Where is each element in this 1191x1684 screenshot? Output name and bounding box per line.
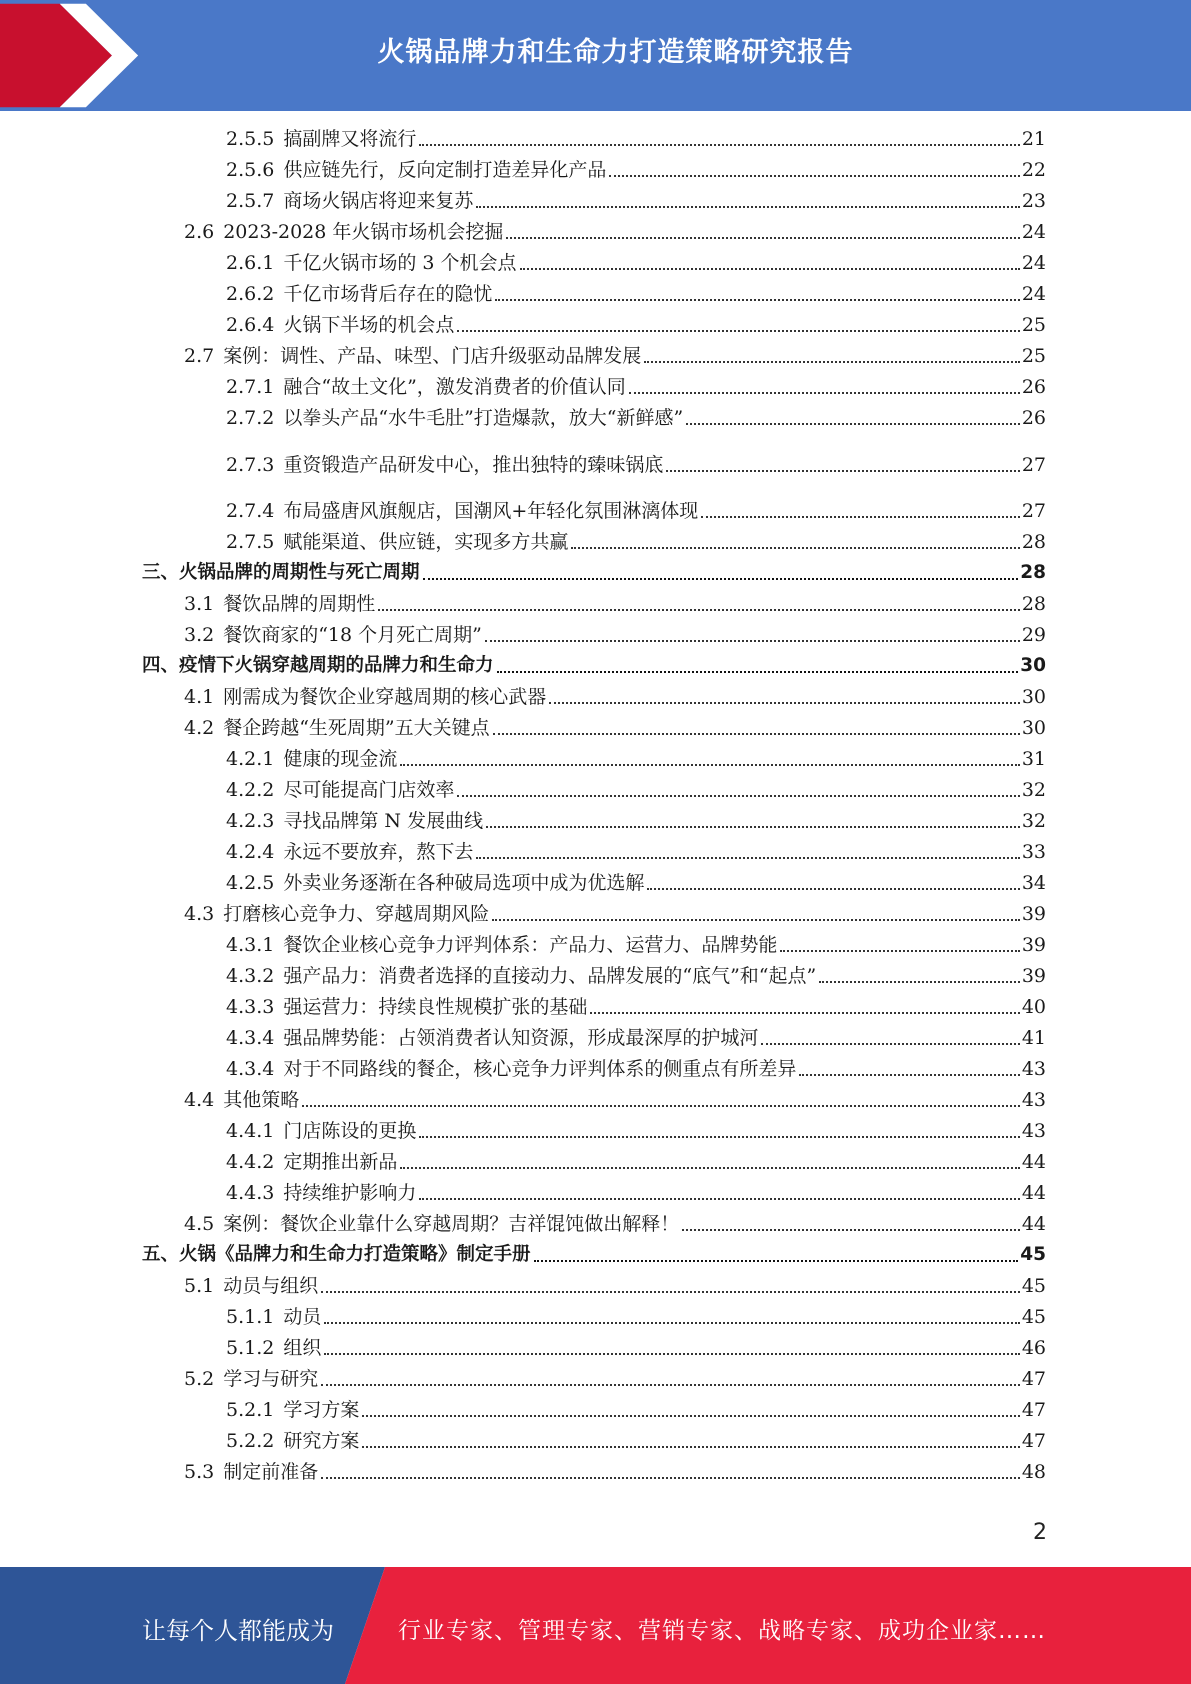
toc-entry-page: 32	[1021, 779, 1046, 801]
toc-dot-leader	[590, 1012, 1019, 1014]
toc-dot-leader	[457, 795, 1019, 797]
toc-entry-title: 动员与组织	[223, 1275, 319, 1297]
toc-entry-page: 30	[1021, 686, 1046, 708]
toc-entry-number: 4.1	[184, 686, 215, 708]
toc-dot-leader	[419, 1198, 1019, 1200]
page-header	[0, 0, 1191, 111]
toc-dot-leader	[761, 1043, 1019, 1045]
toc-entry-page: 43	[1021, 1089, 1046, 1111]
toc-entry-page: 44	[1021, 1151, 1046, 1173]
toc-dot-leader	[321, 1291, 1020, 1293]
toc-entry[interactable]	[226, 870, 1046, 896]
toc-entry-title: 其他策略	[223, 1089, 300, 1111]
toc-dot-leader	[400, 764, 1019, 766]
toc-entry-title: 千亿火锅市场的 3 个机会点	[283, 252, 517, 274]
toc-entry-title: 制定前准备	[223, 1461, 319, 1483]
toc-entry[interactable]	[226, 498, 1046, 524]
toc-entry-number: 5.1	[184, 1275, 215, 1297]
toc-entry-page: 25	[1021, 345, 1046, 367]
toc-entry-number: 4.4	[184, 1089, 215, 1111]
toc-entry-title: 餐企跨越“生死周期”五大关键点	[223, 717, 490, 739]
toc-entry-title: 健康的现金流	[283, 748, 398, 770]
toc-entry-page: 43	[1021, 1058, 1046, 1080]
toc-entry-number: 5.2	[184, 1368, 215, 1390]
toc-entry-number: 2.6.2	[226, 283, 275, 305]
toc-entry[interactable]	[184, 622, 1046, 648]
toc-entry-page: 29	[1021, 624, 1046, 646]
toc-entry-title: 重资锻造产品研发中心，推出独特的臻味锅底	[283, 454, 664, 476]
toc-entry[interactable]	[226, 405, 1046, 431]
toc-entry[interactable]	[226, 281, 1046, 307]
toc-entry-number: 4.2	[184, 717, 215, 739]
toc-entry[interactable]	[226, 1428, 1046, 1454]
toc-dot-leader	[419, 1136, 1019, 1138]
toc-entry-number: 4.2.1	[226, 748, 275, 770]
toc-dot-leader	[609, 175, 1019, 177]
toc-entry-number: 4.3.4	[226, 1027, 275, 1049]
toc-entry-page: 41	[1021, 1027, 1046, 1049]
footer-slogan-right: 行业专家、管理专家、营销专家、战略专家、成功企业家……	[398, 1618, 1046, 1644]
toc-entry-number: 4.3.2	[226, 965, 275, 987]
toc-entry-page: 22	[1021, 159, 1046, 181]
toc-dot-leader	[549, 702, 1020, 704]
toc-entry-title: 门店陈设的更换	[283, 1120, 417, 1142]
toc-dot-leader	[686, 423, 1020, 425]
toc-entry-page: 39	[1021, 934, 1046, 956]
toc-entry[interactable]	[226, 312, 1046, 338]
toc-dot-leader	[520, 268, 1020, 270]
toc-dot-leader	[485, 640, 1020, 642]
toc-entry-page: 47	[1021, 1399, 1046, 1421]
toc-dot-leader	[324, 1353, 1019, 1355]
toc-dot-leader	[324, 1322, 1019, 1324]
toc-entry-page: 24	[1021, 252, 1046, 274]
toc-entry-title: 餐饮企业核心竞争力评判体系：产品力、运营力、品牌势能	[283, 934, 778, 956]
toc-entry-number: 2.6.4	[226, 314, 275, 336]
toc-dot-leader	[629, 392, 1020, 394]
toc-entry-page: 28	[1020, 562, 1046, 583]
toc-entry-page: 40	[1021, 996, 1046, 1018]
toc-dot-leader	[819, 981, 1020, 983]
toc-entry[interactable]	[226, 1118, 1046, 1144]
toc-entry[interactable]	[226, 932, 1046, 958]
toc-entry-page: 25	[1021, 314, 1046, 336]
toc-entry-title: 寻找品牌第 N 发展曲线	[283, 810, 484, 832]
toc-entry-title: 打磨核心竞争力、穿越周期风险	[223, 903, 490, 925]
toc-dot-leader	[780, 950, 1019, 952]
toc-entry-title: 三、火锅品牌的周期性与死亡周期	[142, 562, 420, 583]
toc-entry-title: 外卖业务逐渐在各种破局选项中成为优选解	[283, 872, 645, 894]
toc-entry-number: 5.3	[184, 1461, 215, 1483]
toc-entry-title: 融合“故土文化”，激发消费者的价值认同	[283, 376, 626, 398]
toc-dot-leader	[362, 1415, 1019, 1417]
toc-entry-number: 4.4.1	[226, 1120, 275, 1142]
toc-entry-title: 赋能渠道、供应链，实现多方共赢	[283, 531, 569, 553]
toc-entry[interactable]	[226, 250, 1046, 276]
toc-entry-number: 4.4.3	[226, 1182, 275, 1204]
toc-dot-leader	[321, 1384, 1020, 1386]
toc-dot-leader	[534, 1260, 1019, 1262]
toc-entry-number: 4.4.2	[226, 1151, 275, 1173]
toc-dot-leader	[492, 919, 1020, 921]
toc-entry[interactable]	[184, 219, 1046, 245]
toc-entry-title: 2023-2028 年火锅市场机会挖掘	[223, 221, 504, 243]
toc-dot-leader	[682, 1229, 1020, 1231]
toc-entry-title: 持续维护影响力	[283, 1182, 417, 1204]
toc-entry-title: 强产品力：消费者选择的直接动力、品牌发展的“底气”和“起点”	[283, 965, 817, 987]
toc-entry-number: 5.2.2	[226, 1430, 275, 1452]
toc-entry-title: 强运营力：持续良性规模扩张的基础	[283, 996, 588, 1018]
toc-entry-title: 供应链先行，反向定制打造差异化产品	[283, 159, 607, 181]
toc-entry[interactable]	[226, 1025, 1046, 1051]
toc-entry[interactable]	[226, 808, 1046, 834]
toc-entry-title: 强品牌势能：占领消费者认知资源，形成最深厚的护城河	[283, 1027, 759, 1049]
toc-entry-page: 43	[1021, 1120, 1046, 1142]
toc-entry-number: 5.2.1	[226, 1399, 275, 1421]
toc-entry-page: 45	[1021, 1306, 1046, 1328]
toc-entry-title: 搞副牌又将流行	[283, 128, 417, 150]
toc-dot-leader	[378, 609, 1020, 611]
toc-entry-page: 45	[1021, 1275, 1046, 1297]
toc-dot-leader	[666, 470, 1019, 472]
toc-entry[interactable]	[184, 684, 1046, 710]
toc-entry-title: 商场火锅店将迎来复苏	[283, 190, 474, 212]
toc-entry-number: 4.3.1	[226, 934, 275, 956]
toc-entry-number: 2.7.1	[226, 376, 275, 398]
toc-entry-number: 4.3	[184, 903, 215, 925]
toc-entry-page: 28	[1021, 531, 1046, 553]
toc-entry[interactable]	[142, 653, 1046, 679]
toc-entry-page: 44	[1021, 1213, 1046, 1235]
toc-entry-number: 4.3.3	[226, 996, 275, 1018]
toc-entry-page: 31	[1021, 748, 1046, 770]
toc-entry-page: 47	[1021, 1430, 1046, 1452]
toc-entry-page: 23	[1021, 190, 1046, 212]
toc-dot-leader	[457, 330, 1019, 332]
toc-entry-title: 定期推出新品	[283, 1151, 398, 1173]
toc-entry-title: 四、疫情下火锅穿越周期的品牌力和生命力	[142, 655, 494, 676]
toc-entry-page: 44	[1021, 1182, 1046, 1204]
toc-dot-leader	[419, 144, 1019, 146]
toc-entry[interactable]	[226, 188, 1046, 214]
toc-entry-page: 48	[1021, 1461, 1046, 1483]
report-title: 火锅品牌力和生命力打造策略研究报告	[377, 37, 854, 68]
toc-entry-title: 对于不同路线的餐企，核心竞争力评判体系的侧重点有所差异	[283, 1058, 797, 1080]
toc-entry-page: 27	[1021, 500, 1046, 522]
toc-entry[interactable]	[184, 901, 1046, 927]
toc-entry[interactable]	[226, 746, 1046, 772]
toc-entry-number: 2.5.7	[226, 190, 275, 212]
page-footer	[0, 1567, 1191, 1684]
toc-entry[interactable]	[226, 1397, 1046, 1423]
toc-dot-leader	[644, 361, 1020, 363]
toc-entry-title: 布局盛唐风旗舰店，国潮风+年轻化氛围淋漓体现	[283, 500, 699, 522]
toc-entry[interactable]	[226, 1056, 1046, 1082]
toc-entry-number: 3.2	[184, 624, 215, 646]
toc-entry[interactable]	[226, 1335, 1046, 1361]
toc-entry-page: 32	[1021, 810, 1046, 832]
toc-entry[interactable]	[184, 1211, 1046, 1237]
toc-entry-title: 案例：调性、产品、味型、门店升级驱动品牌发展	[223, 345, 642, 367]
toc-entry-title: 餐饮品牌的周期性	[223, 593, 376, 615]
toc-entry-title: 五、火锅《品牌力和生命力打造策略》制定手册	[142, 1244, 531, 1265]
toc-entry-number: 2.7	[184, 345, 215, 367]
toc-entry-number: 5.1.2	[226, 1337, 275, 1359]
toc-entry[interactable]	[142, 1242, 1046, 1268]
toc-dot-leader	[493, 733, 1020, 735]
toc-entry-number: 2.6.1	[226, 252, 275, 274]
toc-entry-page: 30	[1020, 655, 1046, 676]
toc-entry-title: 动员	[283, 1306, 322, 1328]
toc-entry-number: 4.5	[184, 1213, 215, 1235]
toc-entry-title: 刚需成为餐饮企业穿越周期的核心武器	[223, 686, 547, 708]
toc-entry-title: 学习与研究	[223, 1368, 319, 1390]
toc-entry-title: 尽可能提高门店效率	[283, 779, 455, 801]
footer-slogan-left: 让每个人都能成为	[142, 1617, 334, 1645]
toc-entry-title: 案例：餐饮企业靠什么穿越周期？吉祥馄饨做出解释！	[223, 1213, 680, 1235]
toc-entry-title: 以拳头产品“水牛毛肚”打造爆款，放大“新鲜感”	[283, 407, 684, 429]
toc-entry-page: 47	[1021, 1368, 1046, 1390]
page-number: 2	[1033, 1520, 1047, 1545]
toc-entry-page: 46	[1021, 1337, 1046, 1359]
toc-entry[interactable]	[226, 994, 1046, 1020]
toc-entry-title: 学习方案	[283, 1399, 360, 1421]
toc-entry[interactable]	[142, 560, 1046, 586]
toc-entry-number: 2.5.6	[226, 159, 275, 181]
toc-entry-page: 39	[1021, 903, 1046, 925]
toc-entry[interactable]	[226, 452, 1046, 478]
toc-entry[interactable]	[226, 1180, 1046, 1206]
toc-dot-leader	[476, 206, 1019, 208]
toc-entry-number: 2.6	[184, 221, 215, 243]
toc-entry[interactable]	[184, 1273, 1046, 1299]
toc-entry[interactable]	[184, 1459, 1046, 1485]
toc-entry-title: 千亿市场背后存在的隐忧	[283, 283, 493, 305]
toc-entry[interactable]	[226, 963, 1046, 989]
toc-dot-leader	[495, 299, 1019, 301]
toc-entry-page: 26	[1021, 407, 1046, 429]
toc-dot-leader	[799, 1074, 1019, 1076]
toc-dot-leader	[423, 578, 1019, 580]
toc-dot-leader	[506, 237, 1019, 239]
toc-entry[interactable]	[226, 777, 1046, 803]
toc-entry-number: 4.2.2	[226, 779, 275, 801]
toc-dot-leader	[302, 1105, 1020, 1107]
toc-entry-number: 2.7.2	[226, 407, 275, 429]
toc-entry-number: 4.3.4	[226, 1058, 275, 1080]
toc-dot-leader	[497, 671, 1019, 673]
toc-entry-page: 28	[1021, 593, 1046, 615]
toc-dot-leader	[476, 857, 1019, 859]
toc-dot-leader	[486, 826, 1020, 828]
toc-entry-number: 4.2.3	[226, 810, 275, 832]
toc-entry-page: 45	[1020, 1244, 1046, 1265]
toc-entry-number: 2.7.3	[226, 454, 275, 476]
toc-entry-page: 24	[1021, 221, 1046, 243]
toc-entry-page: 27	[1021, 454, 1046, 476]
toc-entry-number: 2.7.4	[226, 500, 275, 522]
toc-entry-number: 4.2.5	[226, 872, 275, 894]
toc-entry[interactable]	[226, 374, 1046, 400]
toc-entry[interactable]	[184, 715, 1046, 741]
toc-entry-page: 30	[1021, 717, 1046, 739]
toc-entry-page: 24	[1021, 283, 1046, 305]
toc-dot-leader	[647, 888, 1019, 890]
toc-entry-number: 2.7.5	[226, 531, 275, 553]
toc-entry-title: 餐饮商家的“18 个月死亡周期”	[223, 624, 482, 646]
toc-dot-leader	[701, 516, 1020, 518]
toc-entry-title: 火锅下半场的机会点	[283, 314, 455, 336]
toc-entry[interactable]	[184, 343, 1046, 369]
toc-entry[interactable]	[226, 839, 1046, 865]
toc-entry-page: 34	[1021, 872, 1046, 894]
toc-entry-number: 2.5.5	[226, 128, 275, 150]
toc-dot-leader	[571, 547, 1019, 549]
toc-entry[interactable]	[226, 1304, 1046, 1330]
toc-entry-number: 4.2.4	[226, 841, 275, 863]
toc-entry[interactable]	[226, 157, 1046, 183]
toc-dot-leader	[362, 1446, 1019, 1448]
toc-entry-page: 26	[1021, 376, 1046, 398]
toc-entry[interactable]	[226, 1149, 1046, 1175]
toc-entry[interactable]	[184, 1087, 1046, 1113]
toc-entry-title: 永远不要放弃，熬下去	[283, 841, 474, 863]
toc-dot-leader	[400, 1167, 1019, 1169]
toc-entry-number: 3.1	[184, 593, 215, 615]
toc-entry-page: 33	[1021, 841, 1046, 863]
toc-entry-title: 组织	[283, 1337, 322, 1359]
toc-entry-page: 39	[1021, 965, 1046, 987]
toc-entry-page: 21	[1021, 128, 1046, 150]
toc-entry[interactable]	[226, 529, 1046, 555]
toc-dot-leader	[321, 1477, 1020, 1479]
toc-entry-title: 研究方案	[283, 1430, 360, 1452]
toc-entry[interactable]	[184, 591, 1046, 617]
toc-entry[interactable]	[226, 126, 1046, 152]
toc-entry-number: 5.1.1	[226, 1306, 275, 1328]
toc-entry[interactable]	[184, 1366, 1046, 1392]
